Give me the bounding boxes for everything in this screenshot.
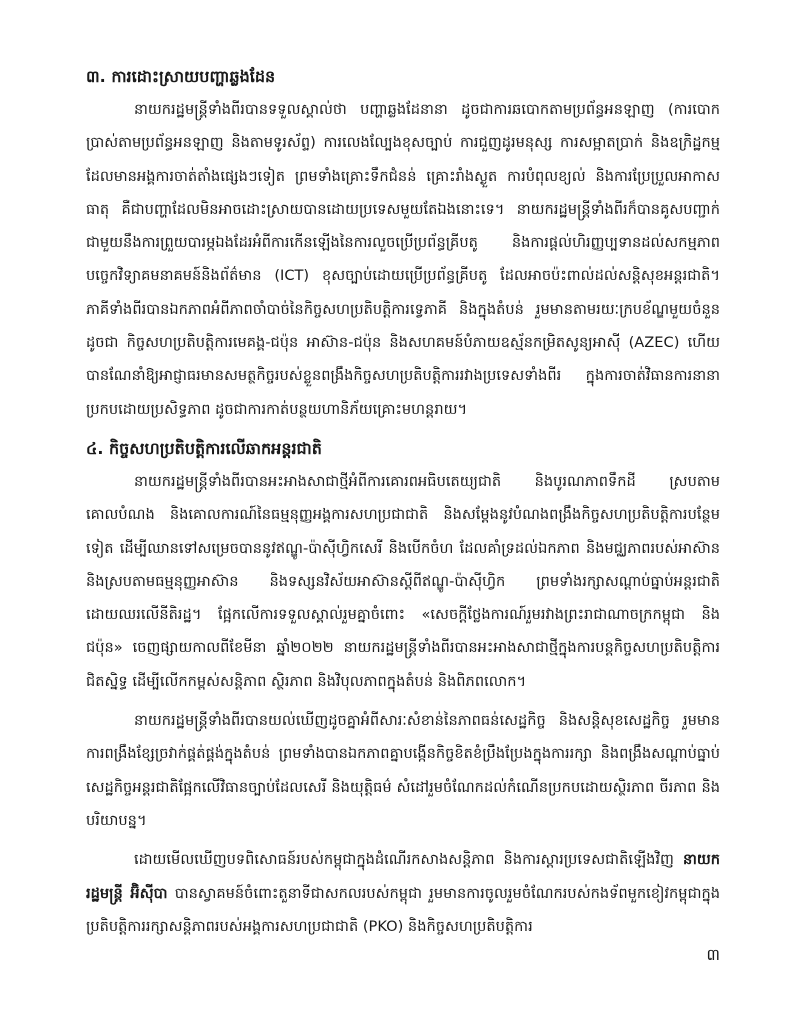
page-number: ៣ (706, 945, 720, 964)
section-4-paragraph-2: នាយករដ្ឋមន្ត្រីទាំងពីរបានយល់ឃើញដូចគ្នាអំពីសារៈសំខាន់នៃភាពធន់សេដ្ឋកិច្ច និងសន្តិសុខសេដ្ឋកិច្ច រួមមានការពង្រឹងខ្សែច្រវាក់ផ្គត់ផ្គង់ក្នុងតំបន់ ព្រមទាំងបានឯកភាពគ្នាបង្កើនកិច្ចខិតខំប្រឹងប្រែងក្នុងការរក្សា និងពង្រឹងសណ្តាប់ធ្នាប់សេដ្ឋកិច្ចអន្តរជាតិផ្អែកលើវិធានច្បាប់ដែលសេរី និងយុត្តិធម៌ សំដៅរួមចំណែកដល់កំណើនប្រកបដោយស្ថិរភាព ចីរភាព និងបរិយាបន្ន។ (86, 712, 720, 829)
paragraph-3-intro: ដោយមើលឃើញបទពិសោធន៍របស់កម្ពុជាក្នុងដំណើរកសាងសន្តិភាព និងការស្តារប្រទេសជាតិឡើងវិញ (134, 851, 683, 869)
section-4-paragraph-3 (86, 843, 720, 943)
document-page (86, 60, 720, 1000)
prime-minister-name: នាយករដ្ឋមន្ត្រី អ៊ិស៊ីបា (86, 851, 720, 902)
section-4-heading: ៤. កិច្ចសហប្រតិបត្តិការលើឆាកអន្តរជាតិ (86, 438, 322, 458)
paragraph-3-continuation: បានស្វាគមន៍ចំពោះតួនាទីជាសកលរបស់កម្ពុជា រួមមានការចូលរួមចំណែករបស់កងទ័ពមួកខៀវកម្ពុជាក្នុងប្រតិបត្តិការរក្សាសន្តិភាពរបស់អង្គការសហប្រជាជាតិ (PKO) និងកិច្ចសហប្រតិបត្តិការ (86, 884, 720, 935)
section-3-heading: ៣. ការដោះស្រាយបញ្ហាឆ្លងដែន (86, 67, 276, 86)
section-3-paragraph-1: នាយករដ្ឋមន្ត្រីទាំងពីរបានទទួលស្គាល់ថា បញ្ហាឆ្លងដែនានា ដូចជាការឆបោកតាមប្រព័ន្ធអនឡាញ (ការបោកប្រាស់តាមប្រព័ន្ធអនឡាញ និងតាមទូរស័ព្ទ) ការលេងល្បែងខុសច្បាប់ ការជួញដូរមនុស្ស ការសម្អាតប្រាក់ និងឧក្រិដ្ឋកម្មដែលមានអង្គការចាត់តាំងផ្សេងៗទៀត ព្រមទាំងគ្រោះទឹកជំនន់ គ្រោះរាំងស្ងួត ការបំពុលខ្យល់ និងការប្រែប្រួលអាកាសធាតុ គឺជាបញ្ហាដែលមិនអាចដោះស្រាយបានដោយប្រទេសមួយតែឯងនោះទេ។ នាយករដ្ឋមន្ត្រីទាំងពីរក៏បានគូសបញ្ជាក់ជាមួយនឹងការព្រួយបារម្ភឯងដែរអំពីការកើនឡើងនៃការលួចប្រើប្រព័ន្ធគ្រីបតូ និងការផ្តល់ហិរញ្ញប្បទានដល់សកម្មភាពបច្ចេកវិទ្យាគមនាគមន៍និងព័ត៌មាន (ICT) ខុសច្បាប់ដោយប្រើប្រព័ន្ធគ្រីបតូ ដែលអាចប៉ះពាល់ដល់សន្តិសុខអន្តរជាតិ។ ភាគីទាំងពីរបានឯកភាពអំពីភាពចាំបាច់នៃកិច្ចសហប្រតិបត្តិការទ្វេភាគី និងក្នុងតំបន់ រួមមានតាមរយៈក្របខ័ណ្ឌមួយចំនួនដូចជា កិច្ចសហប្រតិបត្តិការមេគង្គ-ជប៉ុន អាស៊ាន-ជប៉ុន និងសហគមន៍បំភាយឧស្ម័នកម្រិតសូន្យអាស៊ី (AZEC) ហើយបានណែនាំឱ្យអាជ្ញាធរមានសមត្ថកិច្ចរបស់ខ្លួនពង្រឹងកិច្ចសហប្រតិបត្តិការរវាងប្រទេសទាំងពីរ ក្នុងការចាត់វិធានការនានាប្រកបដោយប្រសិទ្ធភាព ដូចជាការកាត់បន្ថយហានិភ័យគ្រោះមហន្តរាយ។ (86, 101, 720, 418)
section-4-paragraph-1: នាយករដ្ឋមន្ត្រីទាំងពីរបានអះអាងសាជាថ្មីអំពីការគោរពអធិបតេយ្យជាតិ និងបូរណភាពទឹកដី ស្របតាមគោលបំណង និងគោលការណ៍នៃធម្មនុញ្ញអង្គការសហប្រជាជាតិ និងសម្តែងនូវបំណងពង្រឹងកិច្ចសហប្រតិបត្តិការបន្ថែមទៀត ដើម្បីឈានទៅសម្រេចបាននូវឥណ្ឌូ-ប៉ាស៊ីហ្វិកសេរី និងបើកចំហ ដែលគាំទ្រដល់ឯកភាព និងមជ្ឈភាពរបស់អាស៊ាន និងស្របតាមធម្មនុញ្ញអាស៊ាន និងទស្សនវិស័យអាស៊ានស្តីពីឥណ្ឌូ-ប៉ាស៊ីហ្វិក ព្រមទាំងរក្សាសណ្តាប់ធ្នាប់អន្តរជាតិដោយឈរលើនីតិរដ្ឋ។ ផ្អែកលើការទទួលស្គាល់រួមគ្នាចំពោះ «សេចក្តីថ្លែងការណ៍រួមរវាងព្រះរាជាណាចក្រកម្ពុជា និងជប៉ុន» ចេញផ្សាយកាលពីខែមីនា ឆ្នាំ២០២២ នាយករដ្ឋមន្ត្រីទាំងពីរបានអះអាងសាជាថ្មីក្នុងការបន្តកិច្ចសហប្រតិបត្តិការជិតស្និទ្ធ ដើម្បីលើកកម្ពស់សន្តិភាព ស្ថិរភាព និងវិបុលភាពក្នុងតំបន់ និងពិភពលោក។ (86, 472, 720, 690)
